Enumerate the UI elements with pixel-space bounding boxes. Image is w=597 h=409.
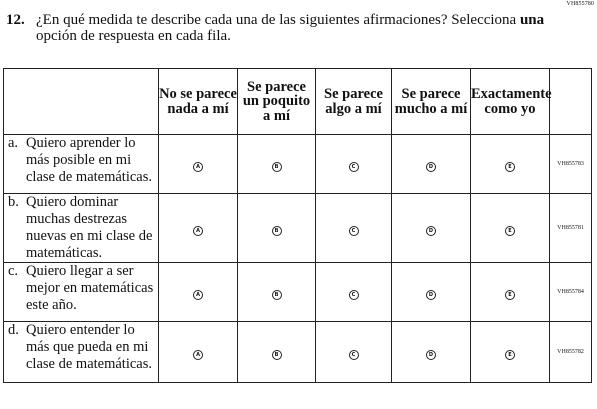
- option-cell[interactable]: [159, 194, 238, 263]
- radio-bubble-a5[interactable]: E: [505, 162, 515, 172]
- option-cell[interactable]: [471, 194, 550, 263]
- radio-bubble-d3[interactable]: C: [349, 350, 359, 360]
- radio-bubble-c3[interactable]: C: [349, 290, 359, 300]
- statement-text: Quiero entender lo más que pueda en mi clase de matemáticas.: [26, 322, 153, 372]
- item-code-top: VH855780: [566, 1, 594, 7]
- table-row-a: [4, 135, 592, 194]
- row-code: VH855784: [550, 263, 592, 322]
- radio-bubble-b2[interactable]: B: [272, 226, 282, 236]
- statement-letter: c.: [8, 263, 19, 279]
- radio-bubble-d4[interactable]: D: [426, 350, 436, 360]
- question-number: 12.: [6, 12, 25, 28]
- radio-bubble-b5[interactable]: E: [505, 226, 515, 236]
- option-cell[interactable]: [392, 194, 471, 263]
- header-row: [4, 69, 592, 135]
- radio-bubble-c5[interactable]: E: [505, 290, 515, 300]
- column-header-5: Exactamente como yo: [471, 69, 550, 135]
- option-cell[interactable]: [159, 135, 238, 194]
- column-header-3: Se parece algo a mí: [316, 69, 392, 135]
- column-header-1: No se parece nada a mí: [159, 69, 238, 135]
- statement-text: Quiero llegar a ser mejor en matemáticas este año.: [26, 263, 154, 313]
- header-blank: [4, 69, 159, 135]
- radio-bubble-d2[interactable]: B: [272, 350, 282, 360]
- option-cell[interactable]: [392, 322, 471, 383]
- statement-letter: b.: [8, 194, 19, 210]
- radio-bubble-b1[interactable]: A: [193, 226, 203, 236]
- question-text-bold: una: [519, 12, 545, 28]
- column-header-4: Se parece mucho a mí: [392, 69, 471, 135]
- response-grid: [3, 68, 592, 383]
- option-cell[interactable]: [159, 322, 238, 383]
- radio-bubble-b4[interactable]: D: [426, 226, 436, 236]
- statement-c: [4, 263, 159, 322]
- statement-letter: a.: [8, 135, 19, 151]
- statement-text: Quiero dominar muchas destrezas nuevas en mi clase de matemáticas.: [26, 194, 153, 261]
- row-code: VH855782: [550, 322, 592, 383]
- option-cell[interactable]: [159, 263, 238, 322]
- option-cell[interactable]: [392, 263, 471, 322]
- header-code-blank: [550, 69, 592, 135]
- option-cell[interactable]: [316, 322, 392, 383]
- row-code: VH855783: [550, 135, 592, 194]
- option-cell[interactable]: [471, 322, 550, 383]
- radio-bubble-d5[interactable]: E: [505, 350, 515, 360]
- column-header-2: Se parece un poquito a mí: [238, 69, 316, 135]
- table-row-d: [4, 322, 592, 383]
- statement-letter: d.: [8, 322, 19, 338]
- radio-bubble-a2[interactable]: B: [272, 162, 282, 172]
- radio-bubble-c1[interactable]: A: [193, 290, 203, 300]
- option-cell[interactable]: [238, 194, 316, 263]
- option-cell[interactable]: [471, 135, 550, 194]
- radio-bubble-c2[interactable]: B: [272, 290, 282, 300]
- option-cell[interactable]: [316, 194, 392, 263]
- radio-bubble-a3[interactable]: C: [349, 162, 359, 172]
- table-row-c: [4, 263, 592, 322]
- statement-b: [4, 194, 159, 263]
- option-cell[interactable]: [471, 263, 550, 322]
- statement-a: [4, 135, 159, 194]
- row-code: VH855781: [550, 194, 592, 263]
- question-prompt: [2, 12, 572, 44]
- question-text-part2: opción de respuesta en cada fila.: [36, 28, 231, 44]
- radio-bubble-c4[interactable]: D: [426, 290, 436, 300]
- radio-bubble-a4[interactable]: D: [426, 162, 436, 172]
- option-cell[interactable]: [238, 322, 316, 383]
- option-cell[interactable]: [316, 263, 392, 322]
- question-text-part1: ¿En qué medida te describe cada una de las siguientes afirmaciones? Selecciona: [36, 12, 520, 28]
- statement-d: [4, 322, 159, 383]
- option-cell[interactable]: [238, 263, 316, 322]
- radio-bubble-d1[interactable]: A: [193, 350, 203, 360]
- option-cell[interactable]: [316, 135, 392, 194]
- radio-bubble-a1[interactable]: A: [193, 162, 203, 172]
- option-cell[interactable]: [392, 135, 471, 194]
- table-row-b: [4, 194, 592, 263]
- statement-text: Quiero aprender lo más posible en mi clase de matemáticas.: [26, 135, 153, 185]
- option-cell[interactable]: [238, 135, 316, 194]
- radio-bubble-b3[interactable]: C: [349, 226, 359, 236]
